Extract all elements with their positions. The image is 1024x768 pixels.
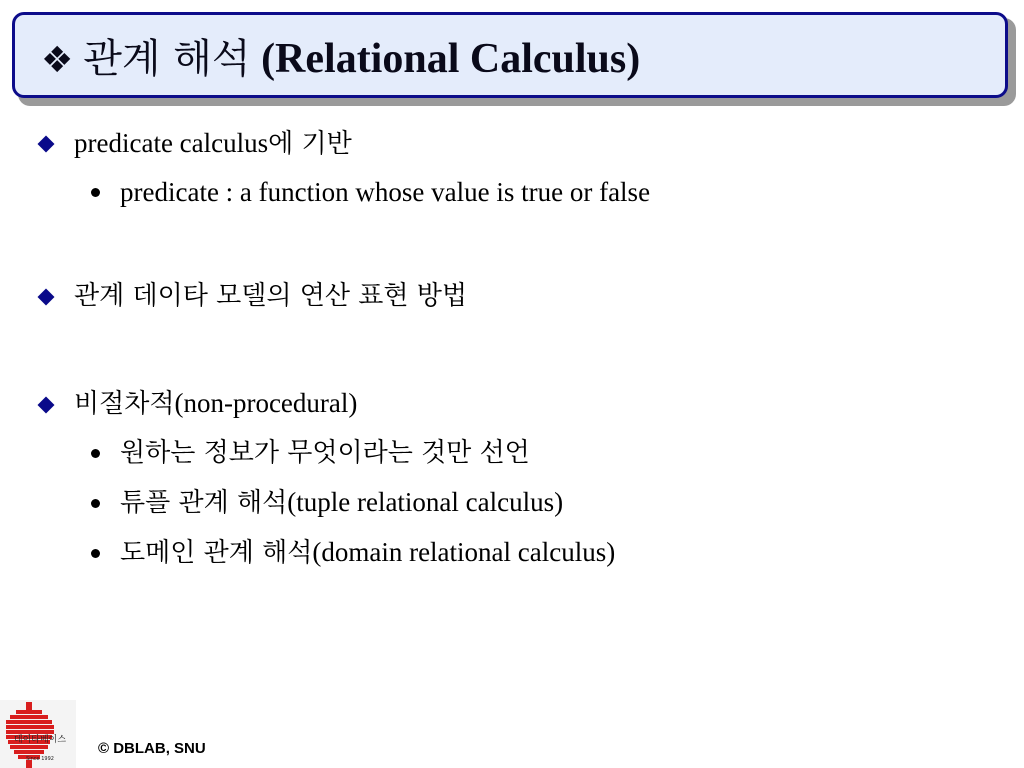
bullet-text: predicate calculus — [74, 128, 269, 158]
bullet-text: (non-procedural) — [174, 388, 358, 418]
dot-bullet-icon — [91, 549, 100, 558]
logo-text: 데이타베이스 — [13, 735, 67, 745]
title-english: (Relational Calculus) — [261, 35, 641, 82]
diamond-bullet-icon — [38, 136, 55, 153]
bullet-korean: 관계 데이타 모델의 연산 표현 방법 — [74, 281, 467, 311]
bullet-korean: 비절차적 — [74, 389, 175, 419]
bullet-text: (domain relational calculus) — [312, 537, 616, 567]
bullet-korean: 원하는 정보가 무엇이라는 것만 선언 — [120, 438, 530, 468]
diamond-bullet-icon — [38, 397, 55, 414]
dot-bullet-icon — [91, 188, 100, 197]
title-bullet-icon: ❖ — [41, 39, 74, 81]
bullet-item — [74, 128, 352, 159]
bullet-korean: 튜플 관계 해석 — [120, 488, 288, 518]
bullet-korean: 에 기반 — [268, 129, 352, 159]
dot-bullet-icon — [91, 499, 100, 508]
title-korean: 관계 해석 — [83, 35, 251, 82]
sub-bullet-item — [120, 177, 650, 207]
bullet-item — [74, 280, 467, 311]
bullet-korean: 도메인 관계 해석 — [120, 538, 313, 568]
sub-bullet-item — [120, 437, 530, 468]
bullet-text: predicate : a function whose value is true or false — [120, 177, 651, 207]
dblab-logo — [0, 700, 76, 768]
bullet-item — [74, 388, 357, 419]
diamond-bullet-icon — [38, 289, 55, 306]
bullet-text: (tuple relational calculus) — [287, 487, 564, 517]
footer-copyright: © DBLAB, SNU — [98, 740, 206, 757]
dot-bullet-icon — [91, 449, 100, 458]
sub-bullet-item — [120, 487, 563, 518]
sub-bullet-item — [120, 537, 615, 568]
logo-since: Since 1992 — [26, 756, 54, 762]
